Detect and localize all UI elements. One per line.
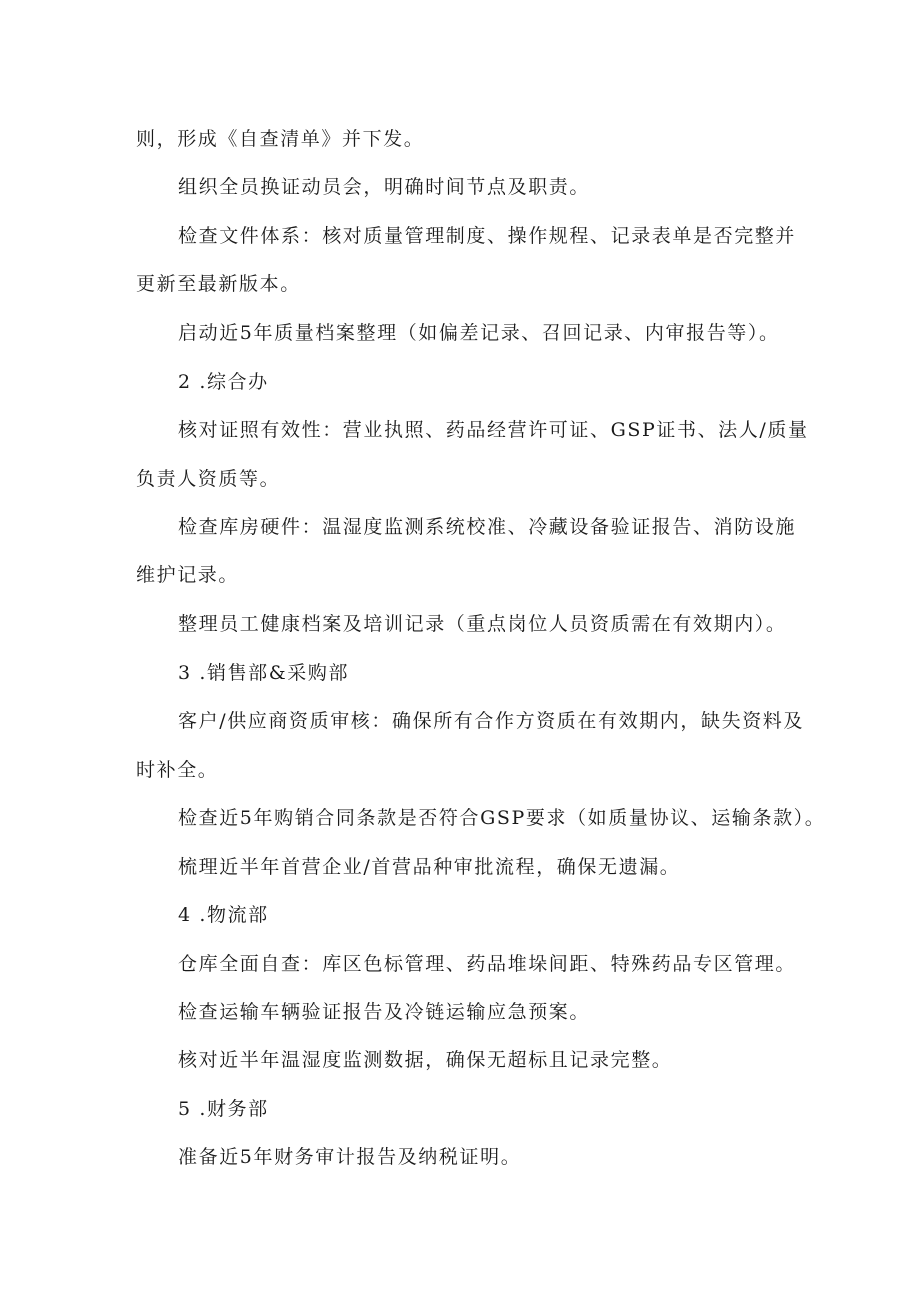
paragraph-line: 准备近5年财务审计报告及纳税证明。 <box>178 1146 522 1168</box>
section-heading: 5 .财务部 <box>178 1098 269 1120</box>
paragraph-line: 检查运输车辆验证报告及冷链运输应急预案。 <box>178 1001 591 1023</box>
paragraph-line: 更新至最新版本。 <box>136 273 301 295</box>
paragraph-line: 检查文件体系：核对质量管理制度、操作规程、记录表单是否完整并 <box>178 225 797 247</box>
paragraph-line: 则，形成《自查清单》并下发。 <box>136 128 425 150</box>
section-heading: 3 .销售部&采购部 <box>178 662 350 684</box>
paragraph-line: 组织全员换证动员会，明确时间节点及职责。 <box>178 176 591 198</box>
paragraph-line: 启动近5年质量档案整理（如偏差记录、召回记录、内审报告等）。 <box>178 322 780 344</box>
paragraph-line: 客户/供应商资质审核：确保所有合作方资质在有效期内，缺失资料及 <box>178 710 805 732</box>
paragraph-line: 整理员工健康档案及培训记录（重点岗位人员资质需在有效期内）。 <box>178 613 787 635</box>
paragraph-line: 梳理近半年首营企业/首营品种审批流程，确保无遗漏。 <box>178 856 681 878</box>
paragraph-line: 负责人资质等。 <box>136 468 281 490</box>
paragraph-line: 仓库全面自查：库区色标管理、药品堆垛间距、特殊药品专区管理。 <box>178 953 797 975</box>
paragraph-line: 检查库房硬件：温湿度监测系统校准、冷藏设备验证报告、消防设施 <box>178 516 797 538</box>
paragraph-line: 核对证照有效性：营业执照、药品经营许可证、GSP证书、法人/质量 <box>178 419 809 441</box>
paragraph-line: 检查近5年购销合同条款是否符合GSP要求（如质量协议、运输条款）。 <box>178 807 826 829</box>
paragraph-line: 核对近半年温湿度监测数据，确保无超标且记录完整。 <box>178 1049 673 1071</box>
section-heading: 2 .综合办 <box>178 371 269 393</box>
paragraph-line: 时补全。 <box>136 759 219 781</box>
paragraph-line: 维护记录。 <box>136 564 240 586</box>
section-heading: 4 .物流部 <box>178 904 269 926</box>
